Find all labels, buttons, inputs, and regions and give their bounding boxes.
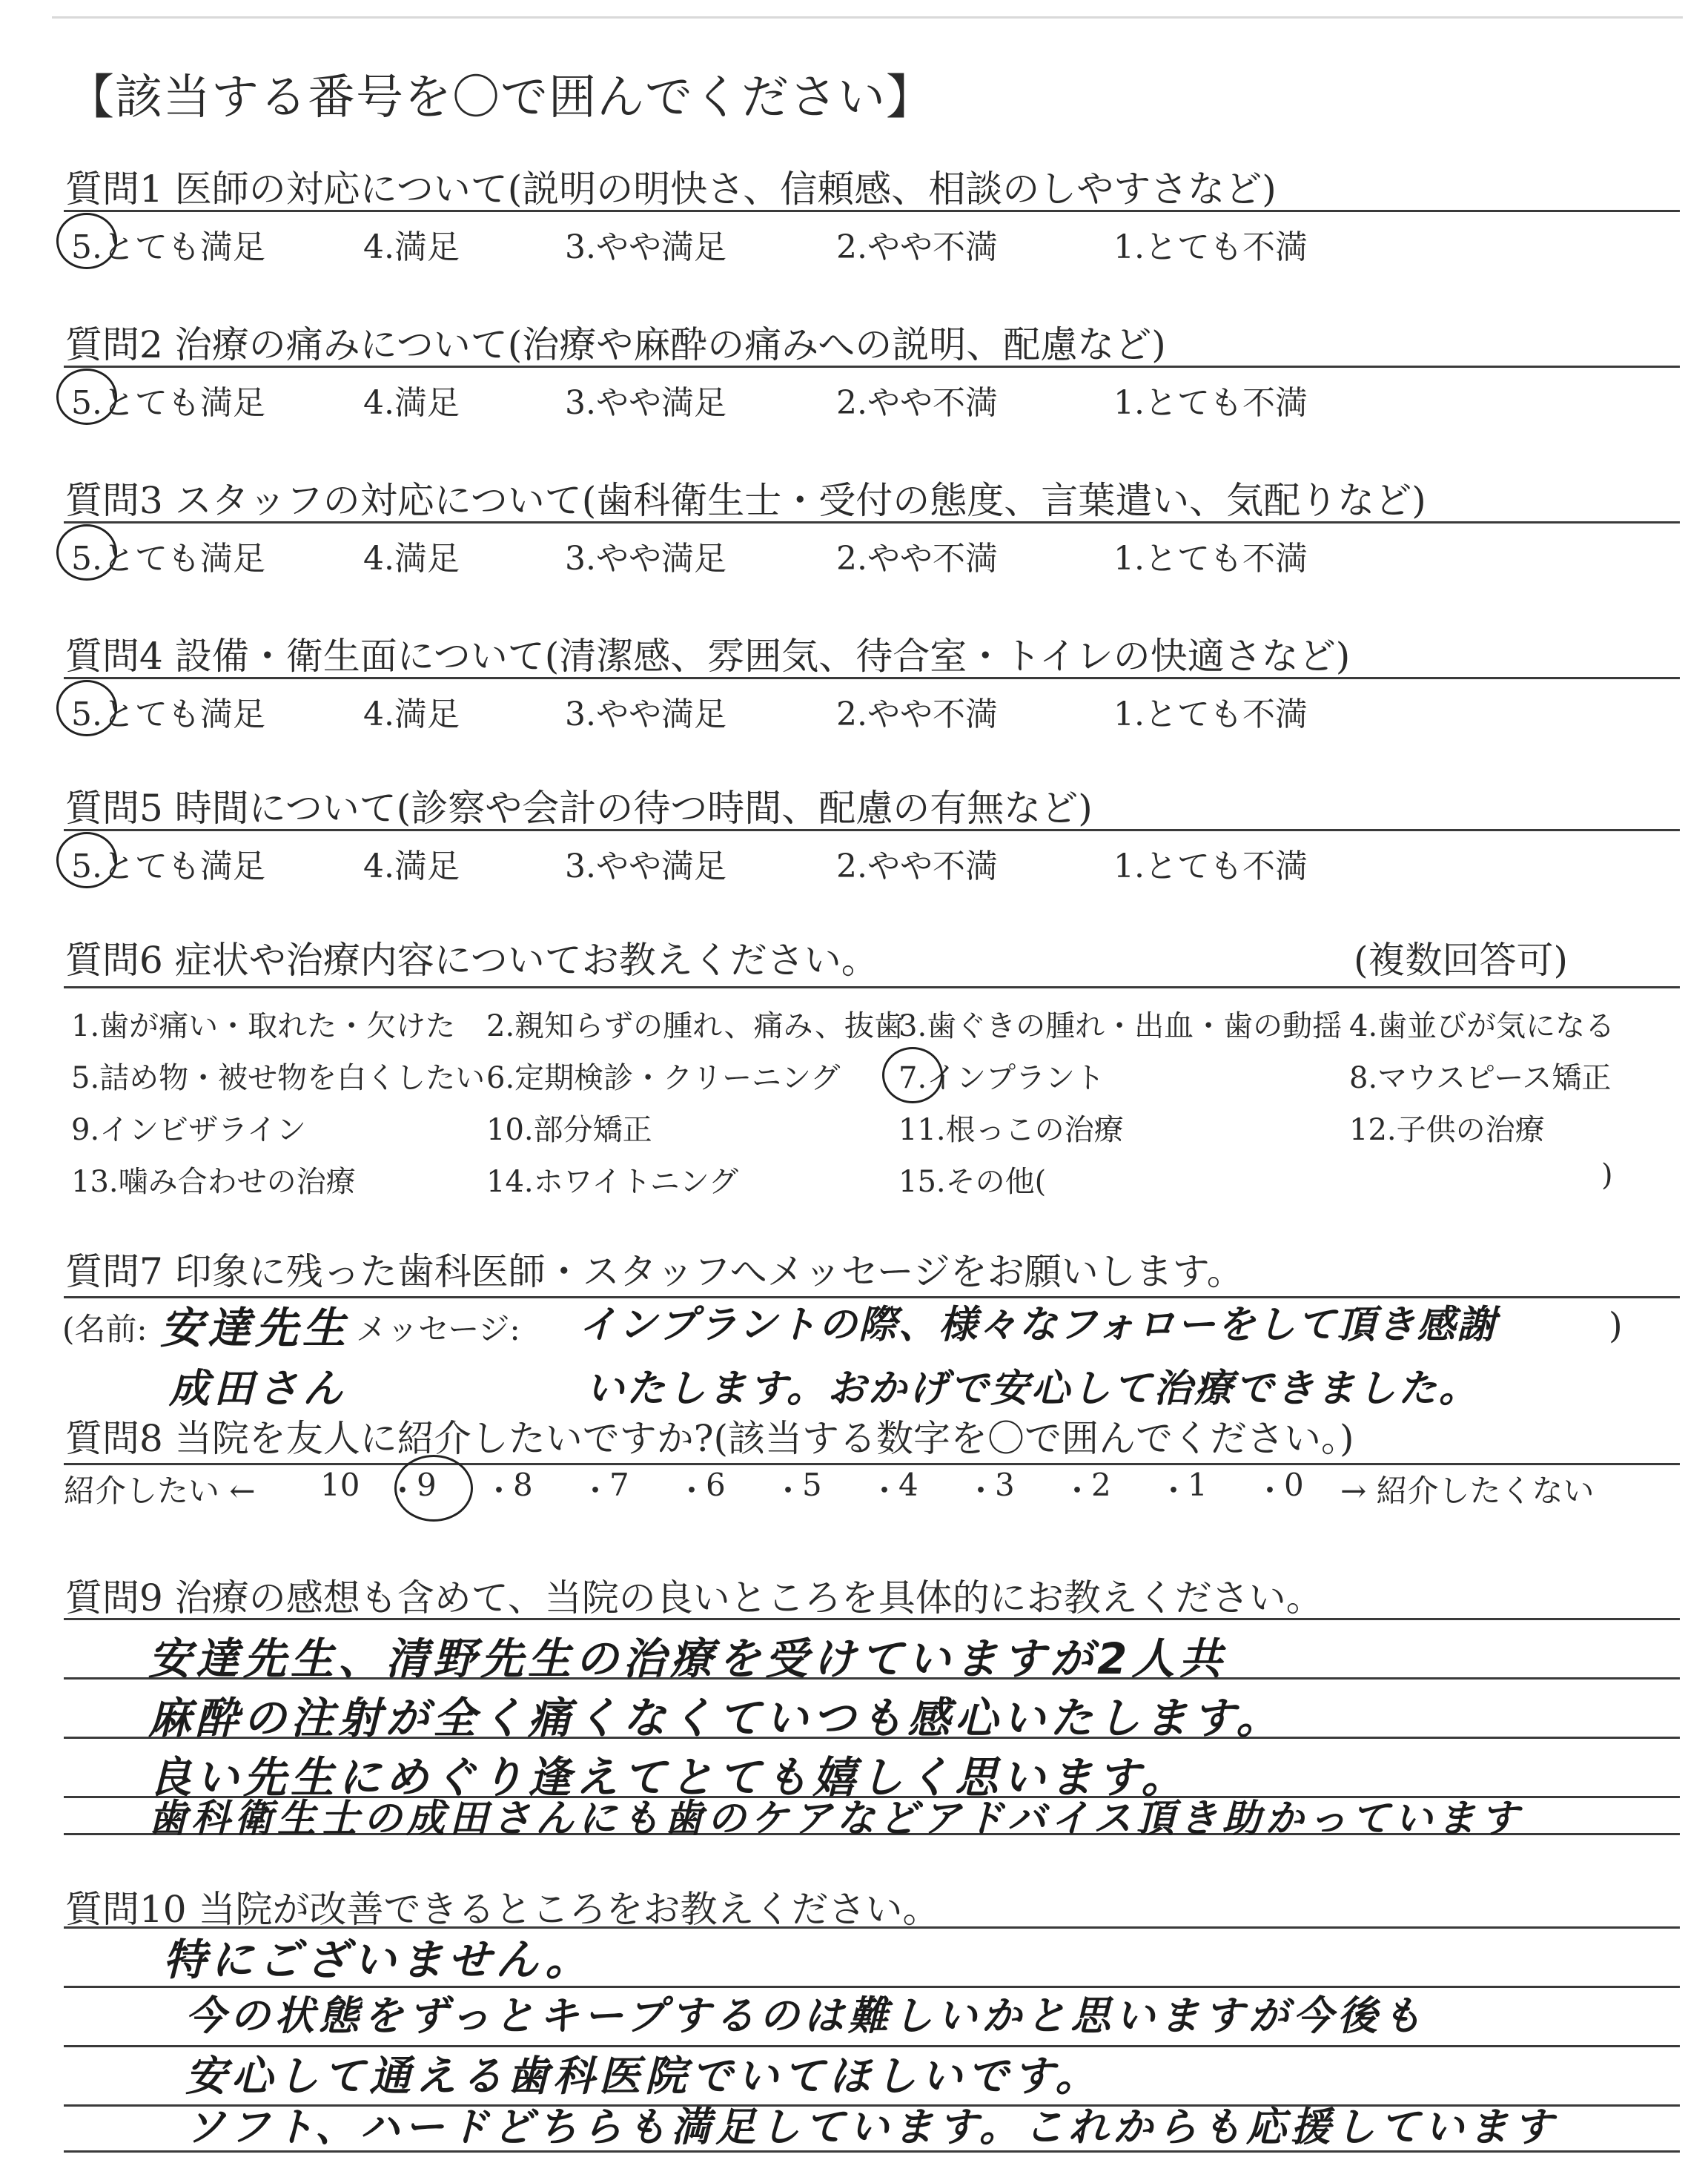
q7-title: 質問7 印象に残った歯科医師・スタッフへメッセージをお願いします。 [65, 1250, 1244, 1293]
page-header: 【該当する番号を〇で囲んでください】 [67, 70, 934, 125]
q1-rule [64, 210, 1680, 212]
q3-rule [64, 521, 1680, 524]
q8-scale-1: 1 [1188, 1467, 1208, 1503]
q5-option-3: 3.やや満足 [565, 848, 726, 885]
q2-title: 質問2 治療の痛みについて(治療や麻酔の痛みへの説明、配慮など) [65, 323, 1166, 366]
q5-option-1: 1.とても不満 [1113, 848, 1308, 885]
q6-option-14: 14.ホワイトニング [486, 1165, 739, 1199]
q6-option-12: 12.子供の治療 [1349, 1113, 1545, 1147]
q9-rule [64, 1618, 1680, 1620]
q8-right-label: → 紹介したくない [1340, 1473, 1595, 1509]
q7-name-2: 成田さん [169, 1365, 347, 1412]
q8-separator: ・ [1062, 1473, 1093, 1509]
q8-scale-0: 0 [1284, 1467, 1304, 1503]
q7-name-1: 安達先生 [160, 1303, 351, 1353]
q5-selection-circle [56, 832, 117, 888]
q5-option-4: 4.満足 [363, 848, 460, 885]
q3-option-3: 3.やや満足 [565, 540, 726, 578]
q7-message-label: メッセージ: [356, 1311, 520, 1347]
q4-option-5: 5.とても満足 [71, 696, 265, 733]
q1-selection-circle [56, 213, 117, 269]
q6-rule [64, 986, 1680, 988]
q8-separator: ・ [1158, 1473, 1190, 1509]
q8-scale-4: 4 [898, 1467, 918, 1503]
q4-rule [64, 677, 1680, 679]
q4-option-1: 1.とても不満 [1113, 696, 1308, 733]
q8-scale-6: 6 [706, 1467, 726, 1503]
q3-title: 質問3 スタッフの対応について(歯科衛生士・受付の態度、言葉遣い、気配りなど) [65, 479, 1426, 522]
q1-option-5: 5.とても満足 [71, 228, 265, 266]
q8-separator: ・ [483, 1473, 515, 1509]
top-border [52, 16, 1683, 19]
q6-option-6: 6.定期検診・クリーニング [486, 1061, 841, 1095]
q8-separator: ・ [1254, 1473, 1286, 1509]
q3-option-5: 5.とても満足 [71, 540, 265, 578]
q3-option-4: 4.満足 [363, 540, 460, 578]
q10-answer-line-2: 今の状態をずっとキープするのは難しいかと思いますが今後も [185, 1992, 1427, 2039]
q2-option-4: 4.満足 [363, 384, 460, 422]
q4-option-4: 4.満足 [363, 696, 460, 733]
q10-answer-line-1: 特にございません。 [163, 1935, 593, 1985]
q6-option-11: 11.根っこの治療 [898, 1113, 1124, 1147]
q7-message-line-2: いたします。おかげで安心して治療できました。 [586, 1367, 1480, 1411]
q8-separator: ・ [965, 1473, 997, 1509]
q8-scale-2: 2 [1091, 1467, 1111, 1503]
q10-title: 質問10 当院が改善できるところをお教えください。 [65, 1888, 940, 1931]
q4-option-3: 3.やや満足 [565, 696, 726, 733]
q2-option-1: 1.とても不満 [1113, 384, 1308, 422]
q6-option-1: 1.歯が痛い・取れた・欠けた [71, 1009, 456, 1043]
q8-separator: ・ [772, 1473, 804, 1509]
q1-option-3: 3.やや満足 [565, 228, 726, 266]
q8-separator: ・ [869, 1473, 901, 1509]
q3-selection-circle [56, 524, 117, 581]
q6-option-2: 2.親知らずの腫れ、痛み、抜歯 [486, 1009, 904, 1043]
q8-scale-5: 5 [802, 1467, 822, 1503]
q7-close-paren: ) [1609, 1305, 1623, 1347]
q5-rule [64, 829, 1680, 831]
q8-separator: ・ [387, 1473, 419, 1509]
q6-option-3: 3.歯ぐきの腫れ・出血・歯の動揺 [898, 1009, 1343, 1043]
q8-scale-8: 8 [513, 1467, 533, 1503]
q9-title: 質問9 治療の感想も含めて、当院の良いところを具体的にお教えください。 [65, 1576, 1323, 1619]
q2-selection-circle [56, 369, 117, 425]
q9-answer-line-2: 麻酔の注射が全く痛くなくていつも感心いたします。 [148, 1693, 1284, 1743]
q2-option-3: 3.やや満足 [565, 384, 726, 422]
q4-option-2: 2.やや不満 [836, 696, 998, 733]
q8-separator: ・ [676, 1473, 708, 1509]
q1-option-2: 2.やや不満 [836, 228, 998, 266]
q3-option-2: 2.やや不満 [836, 540, 998, 578]
q6-option-7: 7.インプラント [898, 1061, 1105, 1095]
q6-option-4: 4.歯並びが気になる [1349, 1009, 1615, 1043]
q8-separator: ・ [580, 1473, 612, 1509]
q8-title: 質問8 当院を友人に紹介したいですか?(該当する数字を〇で囲んでください。) [65, 1417, 1354, 1460]
q6-option-9: 9.インビザライン [71, 1113, 306, 1147]
q8-selection-circle [394, 1455, 473, 1522]
q6-selection-circle [882, 1047, 943, 1103]
q1-option-4: 4.満足 [363, 228, 460, 266]
q8-scale-9: 9 [417, 1467, 437, 1503]
q2-option-2: 2.やや不満 [836, 384, 998, 422]
q6-option-15: 15.その他( [898, 1165, 1047, 1199]
q6-note: (複数回答可) [1354, 939, 1569, 982]
q3-option-1: 1.とても不満 [1113, 540, 1308, 578]
q2-rule [64, 366, 1680, 368]
q4-selection-circle [56, 680, 117, 736]
q1-title: 質問1 医師の対応について(説明の明快さ、信頼感、相談のしやすさなど) [65, 168, 1277, 211]
q4-title: 質問4 設備・衛生面について(清潔感、雰囲気、待合室・トイレの快適さなど) [65, 635, 1351, 678]
q7-message-line-1: インプラントの際、様々なフォローをして頂き感謝 [578, 1303, 1497, 1347]
q9-answer-line-1: 安達先生、清野先生の治療を受けていますが2人共 [148, 1634, 1227, 1684]
q5-title: 質問5 時間について(診察や会計の待つ時間、配慮の有無など) [65, 787, 1093, 830]
q9-answer-line-3: 良い先生にめぐり逢えてとても嬉しく思います。 [148, 1752, 1189, 1803]
q8-rule [64, 1463, 1680, 1465]
q6-option-13: 13.噛み合わせの治療 [71, 1165, 356, 1199]
q10-answer-line-3: 安心して通える歯科医院でいてほしいです。 [185, 2052, 1102, 2101]
q10-answer-line-4: ソフト、ハードどちらも満足しています。これからも応援しています [185, 2104, 1558, 2150]
q8-scale-10: 10 [320, 1467, 360, 1503]
q5-option-5: 5.とても満足 [71, 848, 265, 885]
q8-scale-7: 7 [609, 1467, 629, 1503]
q5-option-2: 2.やや不満 [836, 848, 998, 885]
q8-left-label: 紹介したい ← [64, 1473, 256, 1509]
q8-scale-3: 3 [995, 1467, 1015, 1503]
q7-name-label: (名前: [62, 1311, 148, 1347]
q6-option-8: 8.マウスピース矯正 [1349, 1061, 1612, 1095]
q6-title: 質問6 症状や治療内容についてお教えください。 [65, 939, 878, 982]
q6-option-10: 10.部分矯正 [486, 1113, 652, 1147]
q6-option-5: 5.詰め物・被せ物を白くしたい [71, 1061, 486, 1095]
q6-other-close-paren: ) [1601, 1158, 1613, 1192]
q2-option-5: 5.とても満足 [71, 384, 265, 422]
q9-answer-line-4: 歯科衛生士の成田さんにも歯のケアなどアドバイス頂き助かっています [148, 1797, 1523, 1841]
q1-option-1: 1.とても不満 [1113, 228, 1308, 266]
